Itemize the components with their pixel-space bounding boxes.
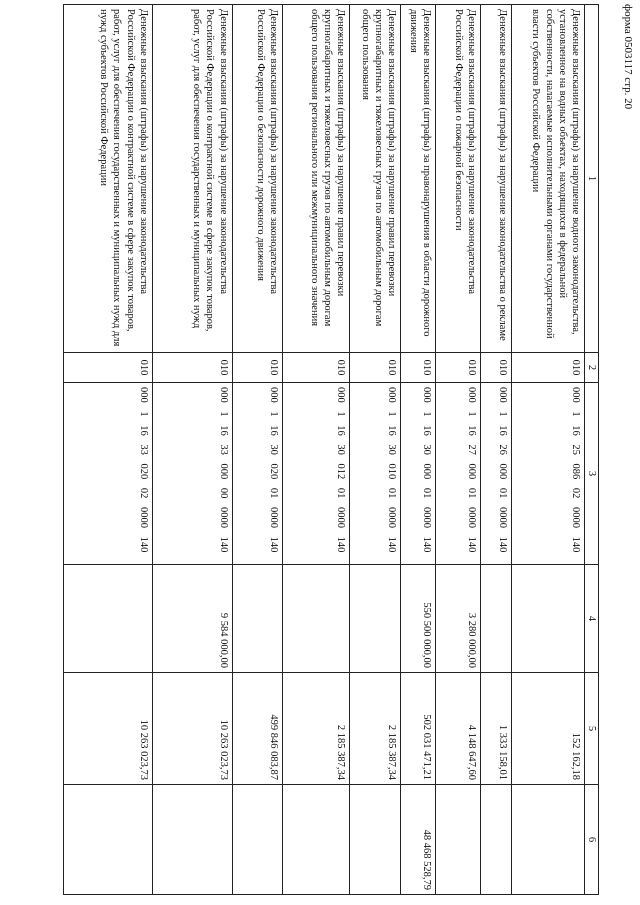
plan-value xyxy=(511,565,584,673)
table-row xyxy=(511,5,584,895)
line-code: 010 xyxy=(436,353,480,383)
table-row xyxy=(400,5,435,895)
form-label xyxy=(620,4,636,204)
unexecuted-value xyxy=(283,785,349,895)
line-code: 010 xyxy=(511,353,584,383)
row-name: Денежные взыскания (штрафы) за нарушение правил перевозки крупногабаритных и тяжеловесных грузов по автомобильным дорогам общего пользования регионального или межмуниципального значения xyxy=(283,5,349,353)
income-code: 000 1 16 30 012 01 0000 140 xyxy=(283,383,349,565)
unexecuted-value xyxy=(152,785,232,895)
row-name: Денежные взыскания (штрафы) за нарушение законодательства Российской Федерации о пожарной безопасности xyxy=(436,5,480,353)
executed-value: 152 162,18 xyxy=(511,673,584,785)
line-code: 010 xyxy=(349,353,400,383)
table-row xyxy=(283,5,349,895)
income-code: 000 1 16 30 000 01 0000 140 xyxy=(400,383,435,565)
plan-value: 9 584 000,00 xyxy=(152,565,232,673)
line-code: 010 xyxy=(283,353,349,383)
income-code: 000 1 16 25 086 02 0000 140 xyxy=(511,383,584,565)
header-col-5: 5 xyxy=(584,673,598,785)
executed-value: 2 185 387,34 xyxy=(349,673,400,785)
header-col-4: 4 xyxy=(584,565,598,673)
line-code: 010 xyxy=(480,353,511,383)
table-row xyxy=(64,5,153,895)
header-row xyxy=(584,5,598,895)
income-code: 000 1 16 27 000 01 0000 140 xyxy=(436,383,480,565)
executed-value: 10 263 023,73 xyxy=(152,673,232,785)
income-code: 000 1 16 26 000 01 0000 140 xyxy=(480,383,511,565)
table-row xyxy=(480,5,511,895)
row-name: Денежные взыскания (штрафы) за нарушение законодательства Российской Федерации о контрактной системе в сфере закупок товаров, работ, услуг для обеспечения государственных и муниципальных нужд для нужд субъектов Российской Федерации xyxy=(64,5,153,353)
unexecuted-value xyxy=(349,785,400,895)
table-row xyxy=(436,5,480,895)
plan-value: 550 500 000,00 xyxy=(400,565,435,673)
header-col-2: 2 xyxy=(584,353,598,383)
executed-value: 4 148 647,60 xyxy=(436,673,480,785)
unexecuted-value xyxy=(511,785,584,895)
row-name: Денежные взыскания (штрафы) за нарушение водного законодательства, установленное на водных объектах, находящихся в федеральной собственности, налагаемые исполнительными органами государственной власти субъектов Российской Федерации xyxy=(511,5,584,353)
line-code: 010 xyxy=(64,353,153,383)
income-code: 000 1 16 30 020 01 0000 140 xyxy=(232,383,283,565)
table-row xyxy=(152,5,232,895)
plan-value xyxy=(283,565,349,673)
executed-value: 499 846 083,87 xyxy=(232,673,283,785)
row-name: Денежные взыскания (штрафы) за нарушение законодательства Российской Федерации о безопасности дорожного движения xyxy=(232,5,283,353)
rotated-table-wrapper xyxy=(63,4,599,894)
plan-value xyxy=(349,565,400,673)
executed-value: 1 333 158,01 xyxy=(480,673,511,785)
income-code: 000 1 16 30 010 01 0000 140 xyxy=(349,383,400,565)
income-table xyxy=(63,4,599,895)
row-name: Денежные взыскания (штрафы) за правонарушения в области дорожного движения xyxy=(400,5,435,353)
row-name: Денежные взыскания (штрафы) за нарушение правил перевозки крупногабаритных и тяжеловесных грузов по автомобильным дорогам общего пользования xyxy=(349,5,400,353)
unexecuted-value xyxy=(232,785,283,895)
header-col-1: 1 xyxy=(584,5,598,353)
plan-value: 3 280 000,00 xyxy=(436,565,480,673)
plan-value xyxy=(232,565,283,673)
executed-value: 10 263 023,73 xyxy=(64,673,153,785)
table-row xyxy=(349,5,400,895)
executed-value: 502 031 471,21 xyxy=(400,673,435,785)
header-col-6: 6 xyxy=(584,785,598,895)
executed-value: 2 185 387,34 xyxy=(283,673,349,785)
unexecuted-value xyxy=(64,785,153,895)
unexecuted-value: 48 468 528,79 xyxy=(400,785,435,895)
plan-value xyxy=(64,565,153,673)
unexecuted-value xyxy=(436,785,480,895)
row-name: Денежные взыскания (штрафы) за нарушение законодательства Российской Федерации о контрактной системе в сфере закупок товаров, работ, услуг для обеспечения государственных и муниципальных нужд xyxy=(152,5,232,353)
line-code: 010 xyxy=(400,353,435,383)
line-code: 010 xyxy=(152,353,232,383)
unexecuted-value xyxy=(480,785,511,895)
table-row xyxy=(232,5,283,895)
row-name: Денежные взыскания (штрафы) за нарушение законодательства о рекламе xyxy=(480,5,511,353)
plan-value xyxy=(480,565,511,673)
line-code: 010 xyxy=(232,353,283,383)
form-label-text: форма 0503117 стр. 20 xyxy=(622,4,634,110)
income-code: 000 1 16 33 000 00 0000 140 xyxy=(152,383,232,565)
income-code: 000 1 16 33 020 02 0000 140 xyxy=(64,383,153,565)
header-col-3: 3 xyxy=(584,383,598,565)
